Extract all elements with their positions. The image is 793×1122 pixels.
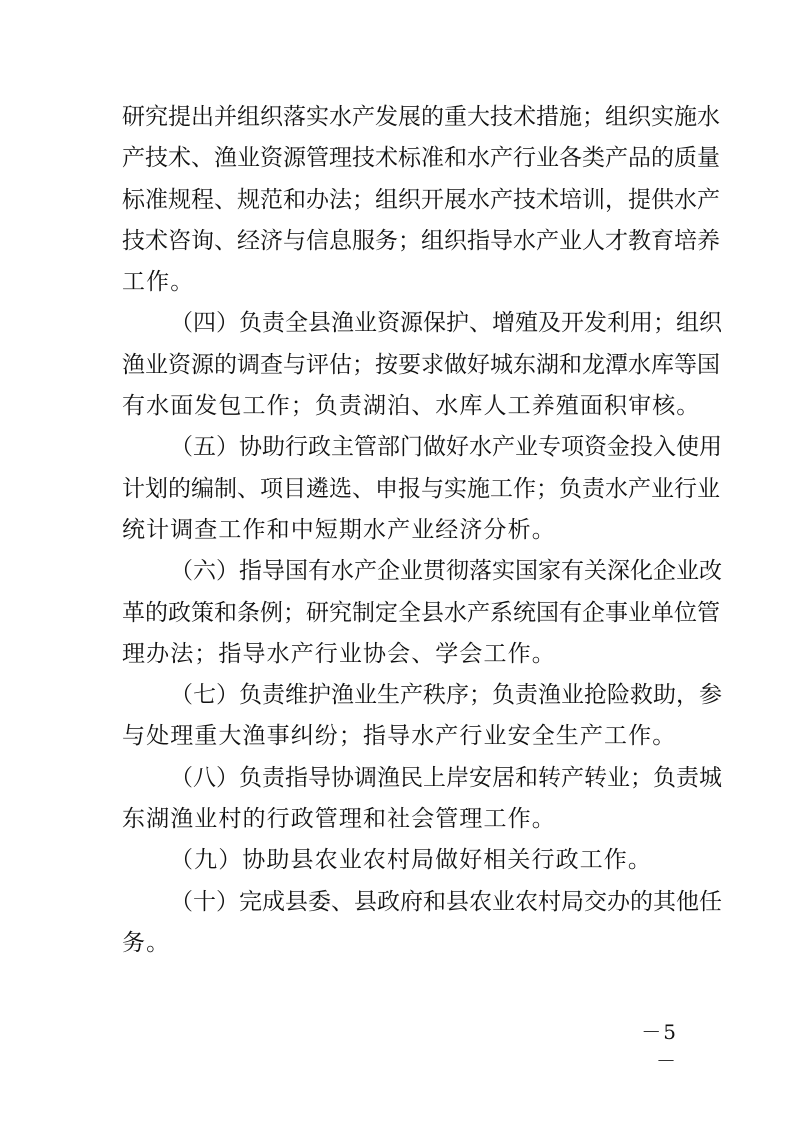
text-line: 工作。	[122, 269, 195, 296]
text-line: 渔业资源的调查与评估；按要求做好城东湖和龙潭水库等国	[122, 351, 720, 378]
text-line: （八）负责指导协调渔民上岸安居和转产转业；负责城	[170, 764, 722, 791]
text-line: （六）指导国有水产企业贯彻落实国家有关深化企业改	[170, 558, 722, 585]
text-line: 与处理重大渔事纠纷；指导水产行业安全生产工作。	[122, 723, 677, 750]
text-line: （十）完成县委、县政府和县农业农村局交办的其他任	[170, 888, 722, 915]
text-line: 东湖渔业村的行政管理和社会管理工作。	[122, 806, 556, 833]
text-line: 理办法；指导水产行业协会、学会工作。	[122, 640, 556, 667]
page-number: －5－	[641, 1020, 678, 1073]
text-line: 革的政策和条例；研究制定全县水产系统国有企事业单位管	[122, 599, 720, 626]
document-body	[122, 97, 722, 964]
text-line: 有水面发包工作；负责湖泊、水库人工养殖面积审核。	[122, 393, 701, 420]
text-line: 标准规程、规范和办法；组织开展水产技术培训，提供水产	[122, 186, 720, 213]
text-line: 务。	[122, 929, 171, 956]
text-line: （九）协助县农业农村局做好相关行政工作。	[170, 847, 652, 874]
text-line: 统计调查工作和中短期水产业经济分析。	[122, 516, 556, 543]
text-line: 计划的编制、项目遴选、申报与实施工作；负责水产业行业	[122, 475, 720, 502]
text-line: 研究提出并组织落实水产发展的重大技术措施；组织实施水	[122, 104, 720, 130]
text-line: （七）负责维护渔业生产秩序；负责渔业抢险救助，参	[170, 682, 722, 709]
text-line: 技术咨询、经济与信息服务；组织指导水产业人才教育培养	[122, 227, 720, 254]
text-line: （四）负责全县渔业资源保护、增殖及开发利用；组织	[170, 310, 722, 337]
text-line: 产技术、渔业资源管理技术标准和水产行业各类产品的质量	[122, 145, 720, 172]
text-line: （五）协助行政主管部门做好水产业专项资金投入使用	[170, 434, 722, 461]
